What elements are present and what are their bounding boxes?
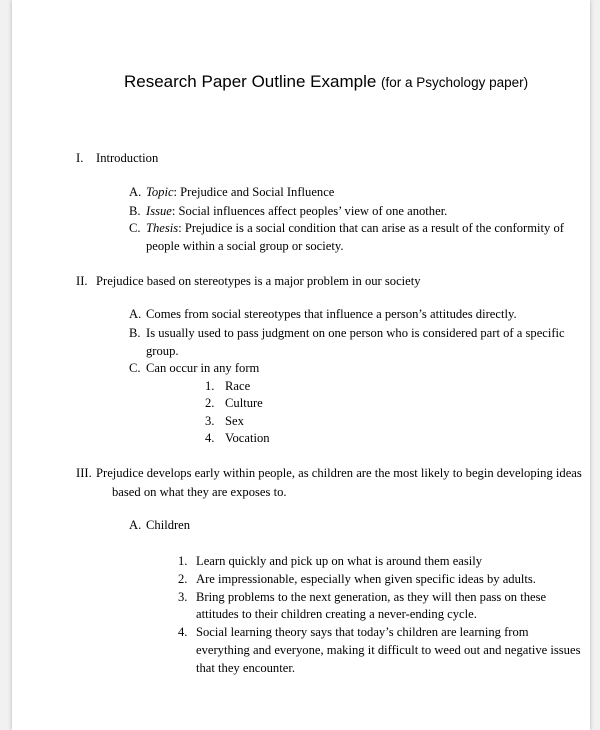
item-term: Thesis — [146, 221, 179, 235]
item-term: Issue — [146, 204, 172, 218]
item-text: Comes from social stereotypes that influence a person’s attitudes directly. — [146, 307, 517, 321]
item-letter: A. — [129, 518, 142, 532]
subitem-text: Race — [225, 379, 251, 393]
section-heading: Introduction — [96, 151, 159, 165]
outline-item — [146, 184, 334, 200]
subitem-text: Vocation — [225, 431, 270, 445]
subitem-continuation: everything and everyone, making it difficult to weed out and negative issues — [196, 643, 581, 657]
item-continuation: people within a social group or society. — [146, 239, 344, 253]
subitem-number: 1. — [178, 554, 188, 568]
subitem-number: 3. — [178, 590, 188, 604]
subitem-text: Sex — [225, 414, 244, 428]
title-note: (for a Psychology paper) — [381, 75, 529, 90]
title-main: Research Paper Outline Example — [124, 72, 377, 91]
document-page — [12, 0, 590, 730]
subitem-number: 4. — [205, 431, 215, 445]
section-heading: Prejudice develops early within people, as children are the most likely to begin developing ideas — [96, 466, 582, 480]
subitem-number: 2. — [178, 572, 188, 586]
subitem-number: 3. — [205, 414, 215, 428]
item-letter: B. — [129, 204, 141, 218]
outline-item — [146, 203, 447, 219]
section-heading: Prejudice based on stereotypes is a major problem in our society — [96, 274, 421, 288]
item-letter: B. — [129, 326, 141, 340]
section-numeral: II. — [76, 274, 88, 288]
section-numeral: III. — [76, 466, 92, 480]
subitem-number: 4. — [178, 625, 188, 639]
subitem-number: 2. — [205, 396, 215, 410]
item-text: Is usually used to pass judgment on one person who is considered part of a specific — [146, 326, 565, 340]
item-letter: A. — [129, 307, 142, 321]
item-text: : Prejudice is a social condition that can arise as a result of the conformity of — [178, 221, 564, 235]
item-text: Children — [146, 518, 191, 532]
outline-item — [146, 220, 564, 236]
section-numeral: I. — [76, 151, 84, 165]
item-letter: C. — [129, 221, 141, 235]
item-letter: C. — [129, 361, 141, 375]
subitem-text: Are impressionable, especially when given specific ideas by adults. — [196, 572, 536, 586]
item-continuation: group. — [146, 344, 179, 358]
subitem-number: 1. — [205, 379, 215, 393]
page-title — [124, 72, 528, 92]
section-heading-continuation: based on what they are exposes to. — [112, 485, 287, 499]
subitem-continuation: that they encounter. — [196, 661, 295, 675]
item-text: Can occur in any form — [146, 361, 260, 375]
subitem-text: Culture — [225, 396, 263, 410]
subitem-text: Learn quickly and pick up on what is around them easily — [196, 554, 483, 568]
item-term: Topic — [146, 185, 174, 199]
item-letter: A. — [129, 185, 142, 199]
subitem-text: Social learning theory says that today’s children are learning from — [196, 625, 529, 639]
subitem-continuation: attitudes to their children creating a never-ending cycle. — [196, 607, 477, 621]
subitem-text: Bring problems to the next generation, as they will then pass on these — [196, 590, 547, 604]
item-text: : Social influences affect peoples’ view of one another. — [171, 204, 448, 218]
item-text: : Prejudice and Social Influence — [173, 185, 335, 199]
